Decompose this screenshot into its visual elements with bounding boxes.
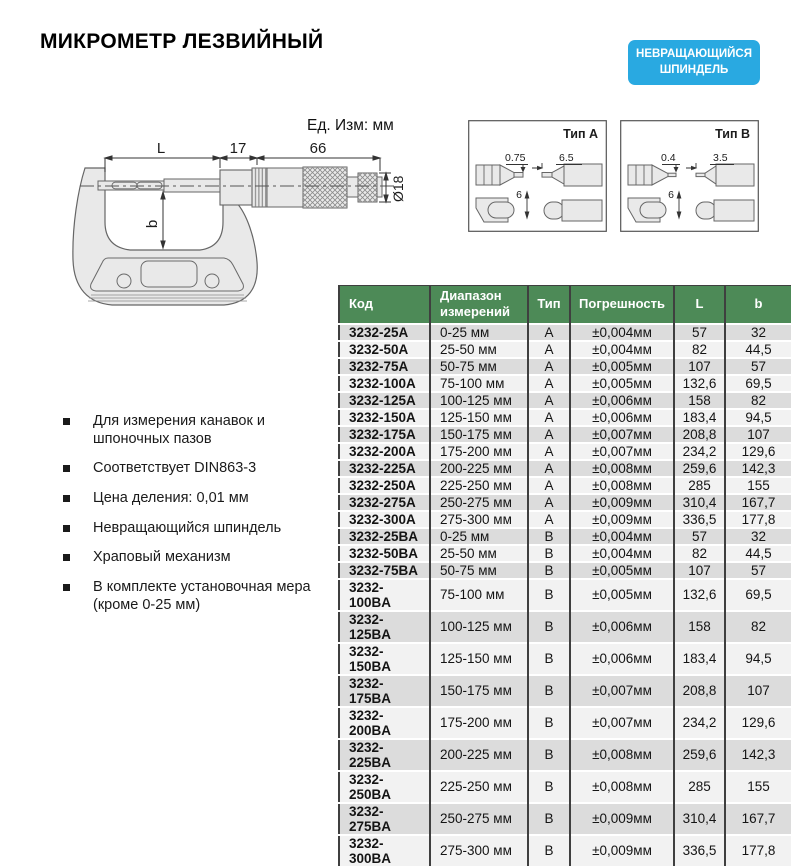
table-cell: ±0,008мм <box>570 739 674 771</box>
table-header-cell: Диапазон измерений <box>430 286 528 324</box>
table-cell: 57 <box>725 358 791 375</box>
table-cell: ±0,005мм <box>570 358 674 375</box>
table-row <box>339 643 791 675</box>
table-cell: 129,6 <box>725 443 791 460</box>
table-row <box>339 426 791 443</box>
table-cell: 82 <box>725 392 791 409</box>
table-cell: 167,7 <box>725 494 791 511</box>
table-cell: 3232-225A <box>339 460 430 477</box>
spec-table <box>338 285 791 866</box>
table-cell: 259,6 <box>674 460 725 477</box>
table-cell: 25-50 мм <box>430 341 528 358</box>
detail-b-lower-tip <box>696 202 716 219</box>
detail-a-blade-length: 6.5 <box>559 152 574 164</box>
table-cell: 3232-125BA <box>339 611 430 643</box>
table-row <box>339 392 791 409</box>
table-cell: ±0,006мм <box>570 611 674 643</box>
table-cell: ±0,004мм <box>570 528 674 545</box>
table-cell: ±0,006мм <box>570 643 674 675</box>
dim-label-17: 17 <box>229 140 247 157</box>
table-cell: 57 <box>725 562 791 579</box>
units-label: Ед. Изм: мм <box>307 117 394 134</box>
table-cell: ±0,005мм <box>570 562 674 579</box>
table-cell: 132,6 <box>674 375 725 392</box>
detail-b-blade-length: 3.5 <box>713 152 728 164</box>
table-row <box>339 803 791 835</box>
table-cell: B <box>528 771 570 803</box>
table-cell: A <box>528 494 570 511</box>
table-cell: 3232-75BA <box>339 562 430 579</box>
table-cell: 167,7 <box>725 803 791 835</box>
table-cell: 285 <box>674 477 725 494</box>
table-row <box>339 771 791 803</box>
bullet-square-icon <box>63 495 70 502</box>
table-header-cell: Код <box>339 286 430 324</box>
table-cell: 225-250 мм <box>430 477 528 494</box>
table-cell: 250-275 мм <box>430 803 528 835</box>
non-rotating-spindle-badge <box>628 40 760 85</box>
spec-table-body <box>339 324 791 866</box>
table-cell: 200-225 мм <box>430 739 528 771</box>
table-header-cell: Тип <box>528 286 570 324</box>
detail-b-lower-barrel <box>714 200 754 221</box>
table-row <box>339 494 791 511</box>
table-cell: 57 <box>674 528 725 545</box>
table-row <box>339 460 791 477</box>
table-cell: 3232-100BA <box>339 579 430 611</box>
table-row <box>339 443 791 460</box>
table-cell: B <box>528 562 570 579</box>
bullet-square-icon <box>63 554 70 561</box>
table-row <box>339 358 791 375</box>
table-cell: ±0,006мм <box>570 409 674 426</box>
detail-a-left-blade <box>514 173 523 178</box>
table-cell: 44,5 <box>725 545 791 562</box>
table-cell: A <box>528 358 570 375</box>
table-cell: 100-125 мм <box>430 392 528 409</box>
table-cell: ±0,008мм <box>570 460 674 477</box>
table-cell: 3232-150A <box>339 409 430 426</box>
feature-text: Невращающийся шпиндель <box>93 519 282 536</box>
feature-item <box>63 520 318 538</box>
detail-a-blade-depth: 6 <box>516 189 522 201</box>
table-cell: ±0,008мм <box>570 477 674 494</box>
table-cell: 3232-150BA <box>339 643 430 675</box>
detail-a-lower-barrel <box>562 200 602 221</box>
detail-b-right-barrel <box>716 164 754 186</box>
table-cell: 3232-300A <box>339 511 430 528</box>
table-row <box>339 562 791 579</box>
table-cell: 3232-300BA <box>339 835 430 866</box>
table-cell: 336,5 <box>674 835 725 866</box>
table-row <box>339 739 791 771</box>
table-row <box>339 375 791 392</box>
table-row <box>339 835 791 866</box>
table-cell: 3232-25BA <box>339 528 430 545</box>
dim-label-b: b <box>144 219 161 229</box>
table-cell: 3232-250BA <box>339 771 430 803</box>
table-cell: 32 <box>725 528 791 545</box>
table-cell: A <box>528 477 570 494</box>
table-row <box>339 675 791 707</box>
table-cell: 94,5 <box>725 643 791 675</box>
table-cell: 336,5 <box>674 511 725 528</box>
detail-a-right-barrel <box>564 164 602 186</box>
table-cell: A <box>528 460 570 477</box>
table-cell: 107 <box>674 562 725 579</box>
table-cell: B <box>528 545 570 562</box>
table-cell: A <box>528 409 570 426</box>
table-cell: ±0,007мм <box>570 675 674 707</box>
detail-drawing-type-a <box>468 120 607 232</box>
table-cell: 234,2 <box>674 707 725 739</box>
spindle-rod <box>164 179 220 192</box>
table-cell: A <box>528 392 570 409</box>
table-cell: ±0,007мм <box>570 707 674 739</box>
feature-item <box>63 549 318 567</box>
table-header-row <box>339 286 791 324</box>
feature-text: Цена деления: 0,01 мм <box>93 490 249 507</box>
table-cell: B <box>528 579 570 611</box>
table-row <box>339 409 791 426</box>
table-cell: ±0,004мм <box>570 545 674 562</box>
dim-label-66: 66 <box>309 140 327 157</box>
table-cell: 3232-50A <box>339 341 430 358</box>
table-row <box>339 545 791 562</box>
bullet-square-icon <box>63 525 70 532</box>
bullet-square-icon <box>63 418 70 425</box>
table-cell: 183,4 <box>674 643 725 675</box>
table-cell: 155 <box>725 477 791 494</box>
table-cell: 3232-275A <box>339 494 430 511</box>
table-cell: ±0,009мм <box>570 511 674 528</box>
bullet-square-icon <box>63 465 70 472</box>
thimble-grip-texture <box>303 167 347 208</box>
feature-text: Для измерения канавок и шпоночных пазов <box>93 413 265 447</box>
table-cell: 94,5 <box>725 409 791 426</box>
table-cell: 3232-75A <box>339 358 430 375</box>
table-cell: 0-25 мм <box>430 324 528 341</box>
detail-drawing-type-b <box>620 120 759 232</box>
table-cell: 3232-175BA <box>339 675 430 707</box>
detail-b-blade-depth: 6 <box>668 189 674 201</box>
table-cell: 125-150 мм <box>430 409 528 426</box>
table-cell: 107 <box>725 426 791 443</box>
detail-b-title: Тип B <box>715 127 750 141</box>
dim-label-L: L <box>156 140 166 157</box>
dimension-b <box>161 192 165 248</box>
detail-b-blade-width: 0.4 <box>661 152 676 164</box>
table-cell: 132,6 <box>674 579 725 611</box>
bullet-square-icon <box>63 584 70 591</box>
table-cell: 3232-175A <box>339 426 430 443</box>
table-row <box>339 528 791 545</box>
table-cell: 50-75 мм <box>430 358 528 375</box>
feature-item <box>63 579 318 614</box>
table-cell: A <box>528 375 570 392</box>
table-cell: A <box>528 426 570 443</box>
detail-b-right-blade <box>696 173 705 176</box>
table-cell: 3232-50BA <box>339 545 430 562</box>
feature-text: В комплекте установочная мера (кроме 0-25 мм) <box>93 579 311 613</box>
table-cell: 75-100 мм <box>430 375 528 392</box>
table-cell: 177,8 <box>725 835 791 866</box>
table-cell: B <box>528 643 570 675</box>
table-cell: 183,4 <box>674 409 725 426</box>
table-cell: 142,3 <box>725 460 791 477</box>
table-header-cell: L <box>674 286 725 324</box>
table-cell: 150-175 мм <box>430 426 528 443</box>
table-cell: ±0,009мм <box>570 803 674 835</box>
table-cell: 3232-125A <box>339 392 430 409</box>
table-cell: 125-150 мм <box>430 643 528 675</box>
table-cell: 175-200 мм <box>430 707 528 739</box>
table-cell: 82 <box>674 341 725 358</box>
table-cell: B <box>528 611 570 643</box>
table-cell: ±0,004мм <box>570 324 674 341</box>
table-cell: 69,5 <box>725 579 791 611</box>
table-cell: 285 <box>674 771 725 803</box>
table-cell: 150-175 мм <box>430 675 528 707</box>
table-cell: 3232-250A <box>339 477 430 494</box>
table-cell: ±0,005мм <box>570 579 674 611</box>
table-cell: 200-225 мм <box>430 460 528 477</box>
table-cell: 177,8 <box>725 511 791 528</box>
detail-a-blade-width: 0.75 <box>505 152 526 164</box>
table-cell: 107 <box>725 675 791 707</box>
badge-line2: ШПИНДЕЛЬ <box>659 63 729 76</box>
table-row <box>339 341 791 358</box>
table-cell: A <box>528 341 570 358</box>
detail-b-left-blade <box>668 173 676 176</box>
feature-item <box>63 460 318 478</box>
table-cell: 44,5 <box>725 341 791 358</box>
thimble-knurl-ring-texture <box>252 168 267 207</box>
detail-b-left-spindle <box>628 165 652 185</box>
table-cell: 107 <box>674 358 725 375</box>
detail-b-lower-anvil <box>640 202 666 218</box>
table-cell: 275-300 мм <box>430 835 528 866</box>
table-cell: 82 <box>725 611 791 643</box>
table-cell: 3232-200A <box>339 443 430 460</box>
table-cell: B <box>528 707 570 739</box>
table-cell: 234,2 <box>674 443 725 460</box>
table-cell: B <box>528 835 570 866</box>
detail-a-left-spindle <box>476 165 500 185</box>
table-cell: 208,8 <box>674 426 725 443</box>
table-cell: 69,5 <box>725 375 791 392</box>
table-cell: B <box>528 528 570 545</box>
detail-a-title: Тип A <box>563 127 598 141</box>
ratchet-shaft <box>347 177 358 197</box>
table-cell: 82 <box>674 545 725 562</box>
table-cell: 225-250 мм <box>430 771 528 803</box>
table-cell: ±0,008мм <box>570 771 674 803</box>
sleeve-housing <box>220 170 252 205</box>
table-row <box>339 511 791 528</box>
table-header-cell: b <box>725 286 791 324</box>
table-cell: 158 <box>674 392 725 409</box>
page-title: МИКРОМЕТР ЛЕЗВИЙНЫЙ <box>40 30 324 53</box>
table-cell: B <box>528 675 570 707</box>
feature-text: Соответствует DIN863-3 <box>93 460 257 477</box>
table-cell: 3232-25A <box>339 324 430 341</box>
table-cell: 3232-275BA <box>339 803 430 835</box>
table-cell: B <box>528 739 570 771</box>
table-cell: 142,3 <box>725 739 791 771</box>
table-cell: 175-200 мм <box>430 443 528 460</box>
table-cell: B <box>528 803 570 835</box>
table-cell: 310,4 <box>674 494 725 511</box>
feature-list <box>63 413 318 627</box>
detail-a-lower-tip <box>544 202 564 219</box>
table-cell: ±0,009мм <box>570 494 674 511</box>
ratchet-cap <box>377 177 382 197</box>
table-cell: 3232-200BA <box>339 707 430 739</box>
table-row <box>339 611 791 643</box>
table-cell: 0-25 мм <box>430 528 528 545</box>
feature-item <box>63 490 318 508</box>
dim-label-dia18: Ø18 <box>390 175 406 202</box>
table-cell: 50-75 мм <box>430 562 528 579</box>
table-cell: 259,6 <box>674 739 725 771</box>
table-cell: 158 <box>674 611 725 643</box>
table-cell: 3232-100A <box>339 375 430 392</box>
table-row <box>339 579 791 611</box>
feature-text: Храповый механизм <box>93 549 231 566</box>
table-row <box>339 324 791 341</box>
table-cell: 25-50 мм <box>430 545 528 562</box>
table-cell: ±0,009мм <box>570 835 674 866</box>
feature-item <box>63 413 318 448</box>
table-header-cell: Погрешность <box>570 286 674 324</box>
table-cell: ±0,007мм <box>570 426 674 443</box>
table-cell: ±0,007мм <box>570 443 674 460</box>
table-cell: 310,4 <box>674 803 725 835</box>
table-cell: 155 <box>725 771 791 803</box>
badge-line1: НЕВРАЩАЮЩИЙСЯ <box>636 47 752 60</box>
table-cell: 57 <box>674 324 725 341</box>
table-cell: 3232-225BA <box>339 739 430 771</box>
table-cell: 32 <box>725 324 791 341</box>
table-cell: A <box>528 324 570 341</box>
ratchet-knob-texture <box>358 173 377 202</box>
table-cell: A <box>528 443 570 460</box>
thimble-barrel <box>267 168 303 207</box>
table-cell: 100-125 мм <box>430 611 528 643</box>
table-cell: 275-300 мм <box>430 511 528 528</box>
detail-a-right-blade <box>542 173 552 178</box>
table-cell: 129,6 <box>725 707 791 739</box>
table-cell: A <box>528 511 570 528</box>
table-cell: 75-100 мм <box>430 579 528 611</box>
table-cell: 208,8 <box>674 675 725 707</box>
table-cell: ±0,006мм <box>570 392 674 409</box>
detail-a-lower-anvil <box>488 202 514 218</box>
table-row <box>339 707 791 739</box>
table-cell: 250-275 мм <box>430 494 528 511</box>
table-cell: ±0,004мм <box>570 341 674 358</box>
table-cell: ±0,005мм <box>570 375 674 392</box>
table-row <box>339 477 791 494</box>
